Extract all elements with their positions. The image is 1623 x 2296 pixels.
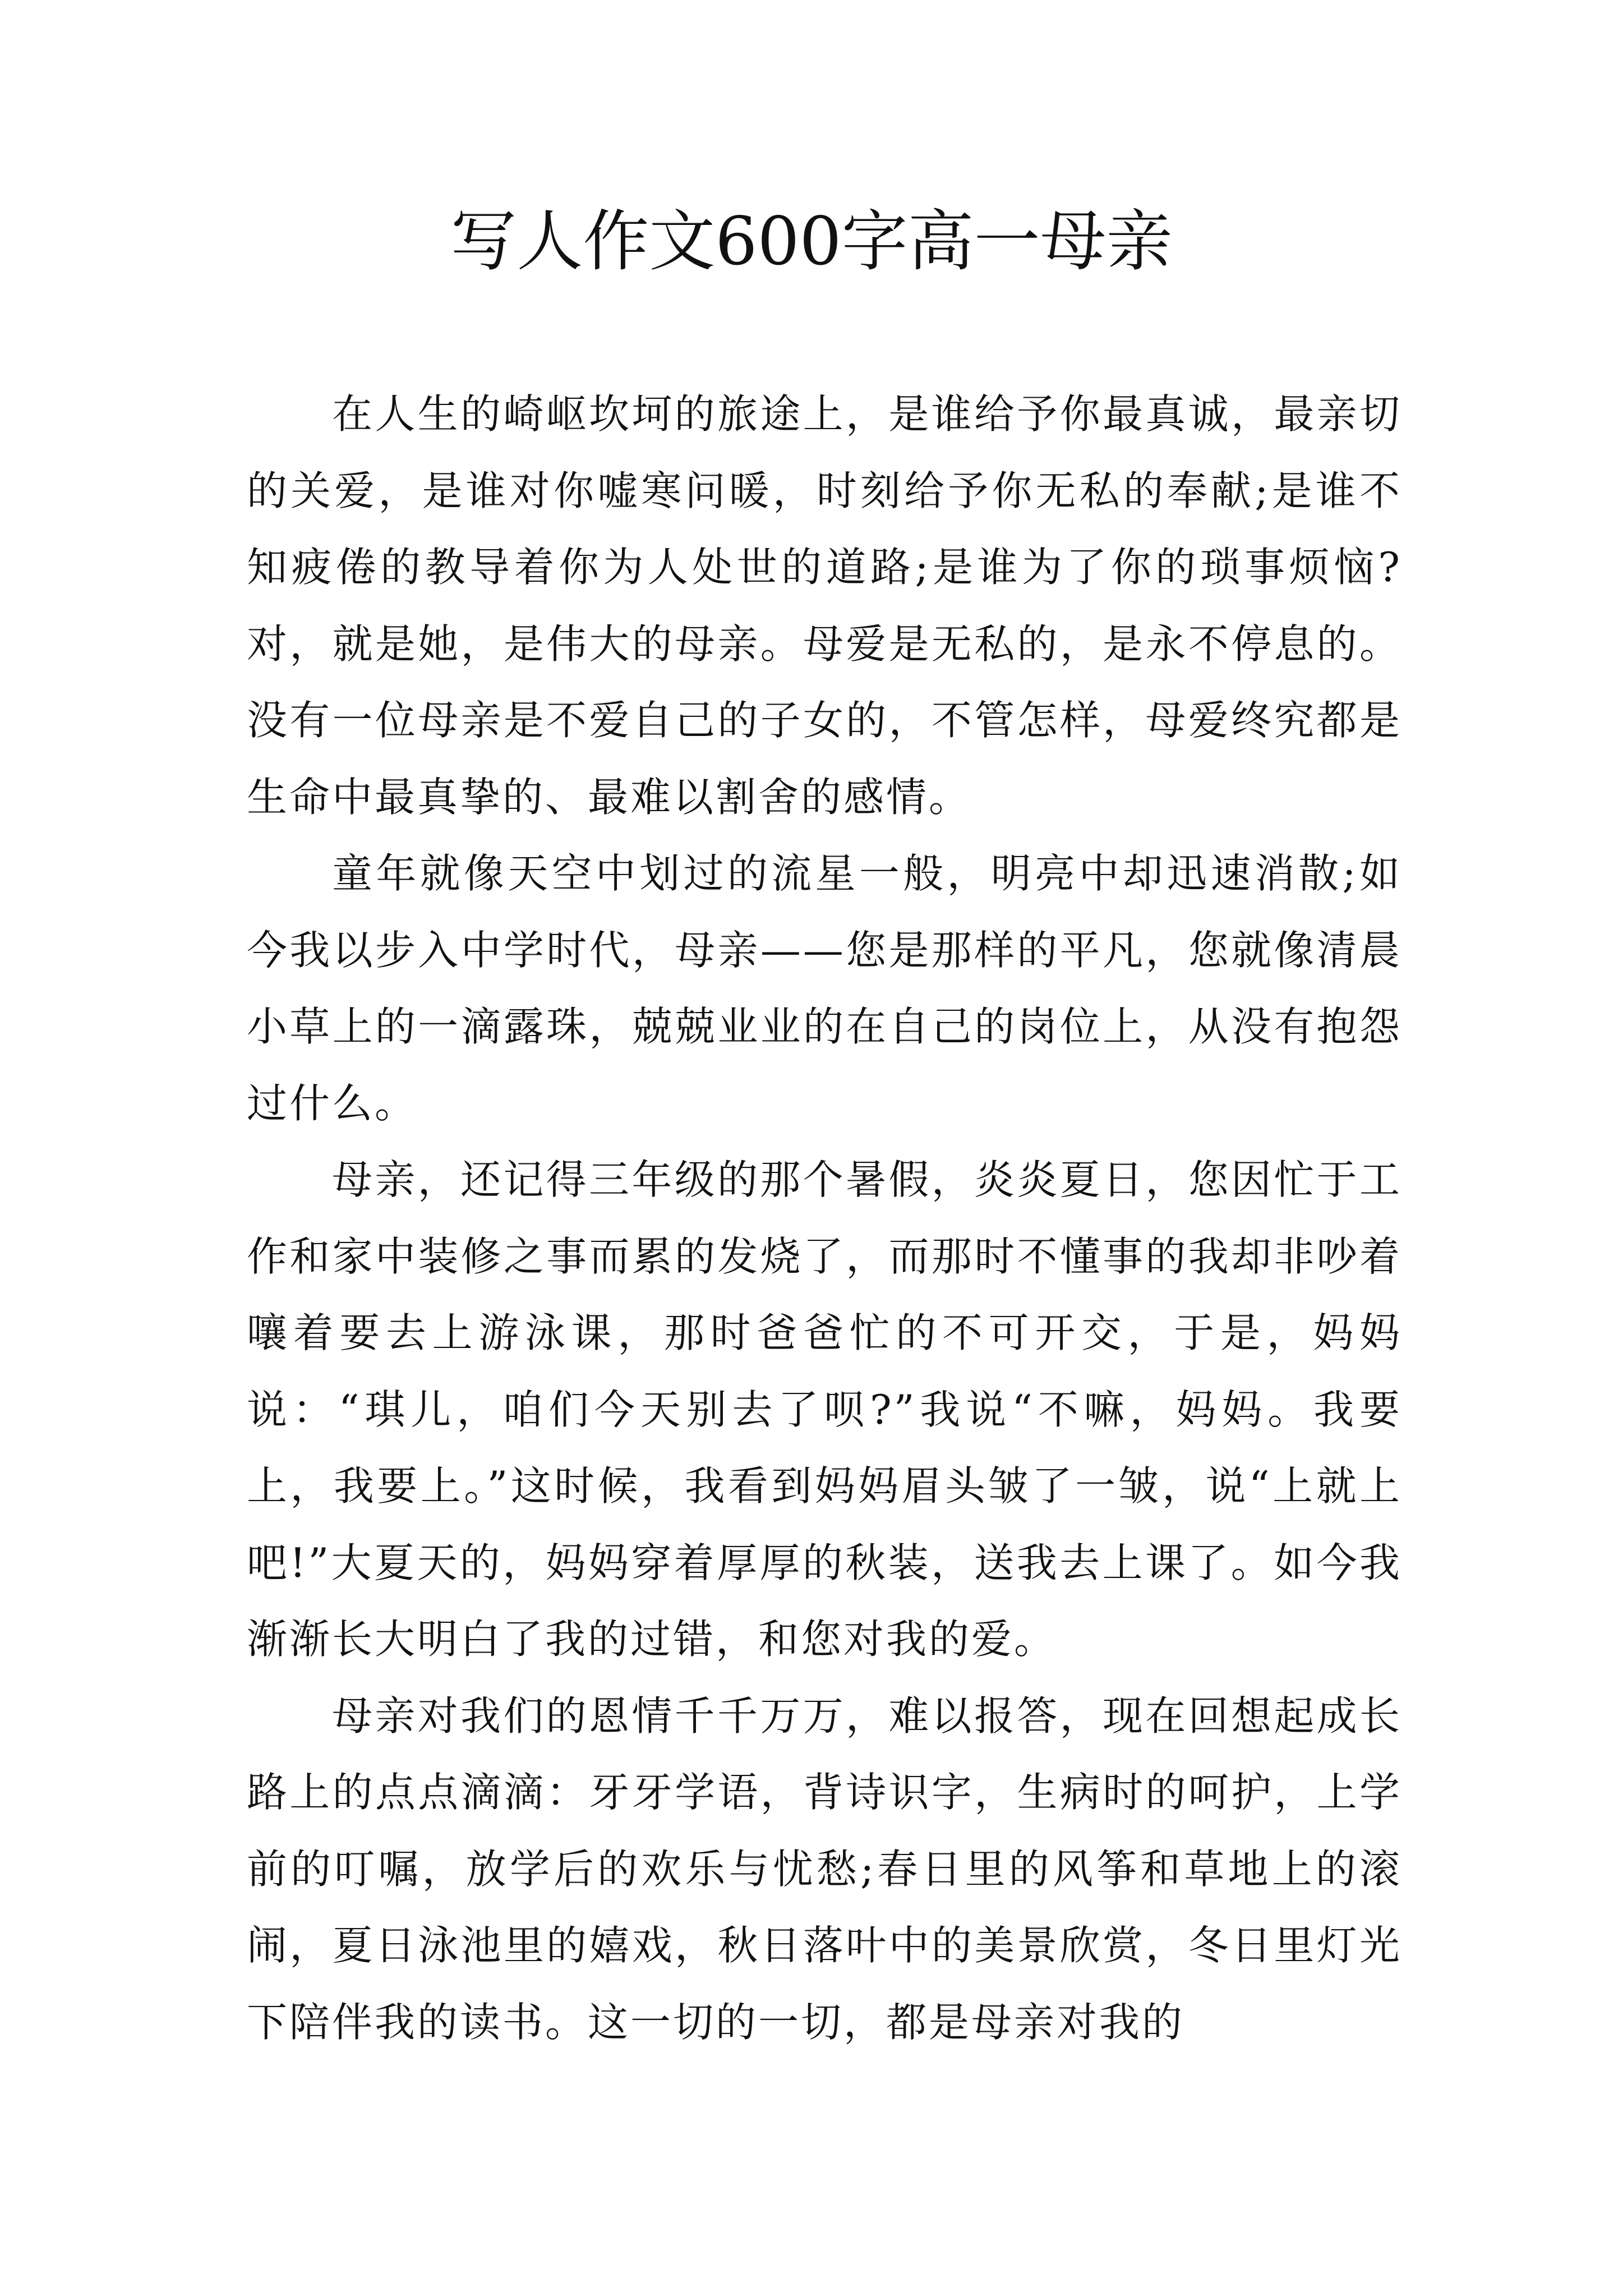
document-body [247, 376, 1402, 2060]
paragraph-1: 在人生的崎岖坎坷的旅途上，是谁给予你最真诚，最亲切的关爱，是谁对你嘘寒问暖，时刻给予你无私的奉献;是谁不知疲倦的教导着你为人处世的道路;是谁为了你的琐事烦恼?对，就是她，是伟大的母亲。母爱是无私的，是永不停息的。没有一位母亲是不爱自己的子女的，不管怎样，母爱终究都是生命中最真挚的、最难以割舍的感情。 [247, 390, 1402, 821]
paragraph-2: 童年就像天空中划过的流星一般，明亮中却迅速消散;如今我以步入中学时代，母亲——您是那样的平凡，您就像清晨小草上的一滴露珠，兢兢业业的在自己的岗位上，从没有抱怨过什么。 [247, 850, 1402, 1127]
document-title: 写人作文600字高一母亲 [450, 203, 1173, 280]
paragraph-4: 母亲对我们的恩情千千万万，难以报答，现在回想起成长路上的点点滴滴：牙牙学语，背诗识字，生病时的呵护，上学前的叮嘱，放学后的欢乐与忧愁;春日里的风筝和草地上的滚闹，夏日泳池里的嬉戏，秋日落叶中的美景欣赏，冬日里灯光下陪伴我的读书。这一切的一切，都是母亲对我的 [247, 1692, 1402, 2046]
paragraph-3: 母亲，还记得三年级的那个暑假，炎炎夏日，您因忙于工作和家中装修之事而累的发烧了，而那时不懂事的我却非吵着嚷着要去上游泳课，那时爸爸忙的不可开交，于是，妈妈说：“琪儿，咱们今天别去了呗?”我说“不嘛，妈妈。我要上，我要上。”这时候，我看到妈妈眉头皱了一皱，说“上就上吧!”大夏天的，妈妈穿着厚厚的秋装，送我去上课了。如今我渐渐长大明白了我的过错，和您对我的爱。 [247, 1156, 1402, 1663]
